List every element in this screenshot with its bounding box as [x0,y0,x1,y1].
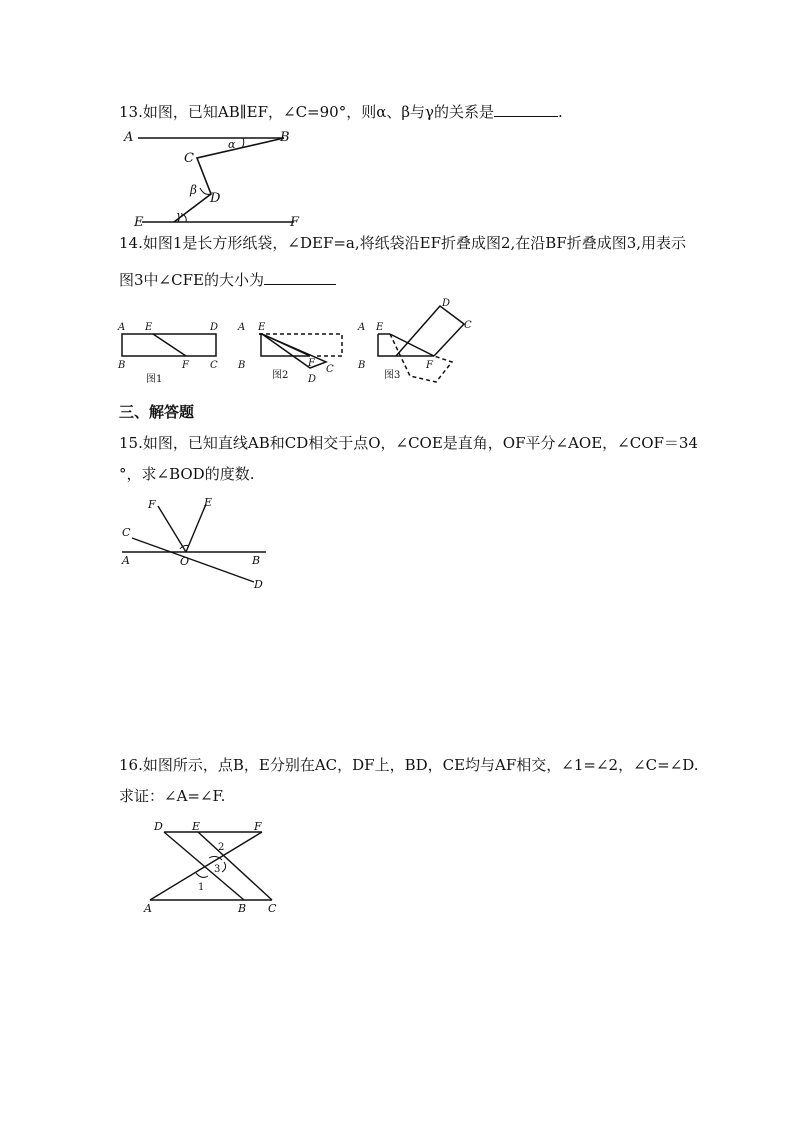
fig1-label-b: B [118,360,126,371]
label-a: A [122,554,130,567]
q14-text-line2 [119,268,336,291]
label-d: D [254,578,263,591]
fig3-label-f: F [426,360,433,371]
label-angle1: 1 [198,882,205,893]
label-f: F [290,215,300,230]
q14-answer-blank[interactable] [264,268,336,285]
fig1-label-c: C [210,360,218,371]
fig3-raised-flap [396,306,464,356]
q14-stem: 图3中∠CFE的大小为 [119,271,264,289]
fig1-label-e: E [145,322,153,333]
line-ce [198,832,272,900]
fig2-label-e: E [258,322,266,333]
label-d: D [154,820,163,833]
angle1-arc [196,873,208,877]
q13-stem: 13.如图，已知AB∥EF，∠C=90°，则α、β与γ的关系是 [119,103,494,121]
fig3-label-c: C [464,320,472,331]
fig3-label-a: A [358,322,366,333]
label-b: B [280,130,290,145]
fig3-label-d: D [442,298,451,309]
label-e: E [134,215,144,230]
label-a: A [144,902,152,915]
label-f: F [148,498,156,511]
line-af [150,832,262,900]
label-angle3: 3 [214,864,221,875]
q16-text-line1: 16.如图所示，点B，E分别在AC，DF上，BD，CE均与AF相交，∠1=∠2，∠C=∠D. [119,756,699,774]
label-d: D [210,191,221,206]
fig1-fold-ef [153,334,186,356]
q13-answer-blank[interactable] [494,100,558,117]
fig2-label-a: A [238,322,246,333]
label-c: C [268,902,277,915]
fig1-label-d: D [210,322,219,333]
label-angle2: 2 [218,842,225,853]
label-o: O [180,555,190,568]
label-f: F [254,820,262,833]
q15-text-line2: °，求∠BOD的度数. [119,465,255,483]
label-b: B [238,902,247,915]
label-e: E [192,820,201,833]
line-cd [132,538,254,582]
fig2-label-d: D [308,374,317,385]
label-c: C [184,151,194,166]
label-alpha: α [228,138,236,151]
ray-oe [186,504,206,552]
q14-text-line1: 14.如图1是长方形纸袋，∠DEF=a,将纸袋沿EF折叠成图2,在沿BF折叠成图3,用表示 [119,234,687,252]
fig2-label-b: B [238,360,246,371]
fig3-caption: 图3 [384,370,401,381]
label-c: C [122,526,131,539]
fig3-label-e: E [376,322,384,333]
fig1-caption: 图1 [146,374,163,385]
q16-text-line2: 求证：∠A=∠F. [119,787,226,805]
q13-figure [118,126,318,230]
fig2-label-f: F [308,358,315,369]
label-a: A [124,130,134,145]
q15-text-line1: 15.如图，已知直线AB和CD相交于点O，∠COE是直角，OF平分∠AOE，∠COF＝34 [119,434,698,452]
fig1-label-a: A [118,322,126,333]
q16-figure [140,820,290,916]
label-beta: β [190,183,197,197]
q14-figures [116,296,476,390]
angle3-arc [222,862,226,872]
ray-of [158,506,186,552]
fig2-caption: 图2 [272,370,289,381]
q13-text [119,100,563,123]
section-heading: 三、解答题 [119,403,195,421]
label-b: B [252,554,261,567]
fig1-label-f: F [182,360,189,371]
gamma-arc [184,215,186,222]
q15-figure [118,494,278,594]
q13-end: . [557,103,563,121]
fig2-fold-ef [262,334,310,356]
fig2-label-c: C [326,364,334,375]
label-gamma: γ [176,209,183,222]
fig3-label-b: B [358,360,366,371]
label-e: E [204,496,213,509]
